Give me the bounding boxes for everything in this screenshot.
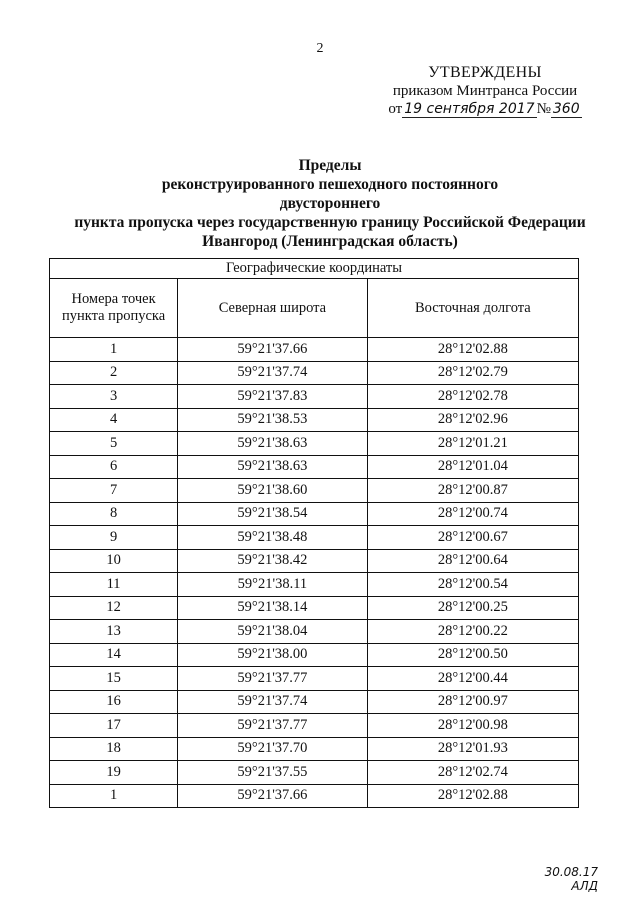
point-number-cell: 2 [50,361,178,385]
handwritten-date: 19 сентября 2017 [404,101,535,117]
header-cell-latitude: Северная широта [178,279,368,338]
longitude-cell: 28°12'01.93 [367,737,578,761]
longitude-cell: 28°12'02.88 [367,338,578,362]
point-number-cell: 19 [50,761,178,785]
date-prefix: от [388,101,403,117]
point-number-cell: 8 [50,502,178,526]
point-number-cell: 1 [50,784,178,808]
table-row [50,784,579,808]
point-number-cell: 14 [50,643,178,667]
table-row [50,455,579,479]
title-line: пункта пропуска через государственную границу Российской Федерации [74,214,586,231]
table-row [50,573,579,597]
longitude-cell: 28°12'02.96 [367,408,578,432]
point-number-cell: 11 [50,573,178,597]
group-header-cell: Географические координаты [50,259,579,279]
point-number-cell: 6 [50,455,178,479]
longitude-cell: 28°12'00.87 [367,479,578,503]
point-number-cell: 15 [50,667,178,691]
latitude-cell: 59°21'38.14 [178,596,368,620]
latitude-cell: 59°21'37.70 [178,737,368,761]
latitude-cell: 59°21'37.83 [178,385,368,409]
longitude-cell: 28°12'01.21 [367,432,578,456]
point-number-cell: 18 [50,737,178,761]
latitude-cell: 59°21'37.74 [178,690,368,714]
latitude-cell: 59°21'37.77 [178,714,368,738]
table-row [50,761,579,785]
title-line: реконструированного пешеходного постоянного [161,176,499,193]
table-row [50,432,579,456]
table-row [50,737,579,761]
table-row [50,667,579,691]
table-header-row [50,279,579,338]
point-number-cell: 10 [50,549,178,573]
longitude-cell: 28°12'00.50 [367,643,578,667]
page-number: 2 [316,41,324,56]
table-row [50,620,579,644]
latitude-cell: 59°21'38.63 [178,432,368,456]
latitude-cell: 59°21'38.60 [178,479,368,503]
point-number-cell: 17 [50,714,178,738]
point-number-cell: 4 [50,408,178,432]
latitude-cell: 59°21'37.55 [178,761,368,785]
latitude-cell: 59°21'38.48 [178,526,368,550]
approval-dateline [370,101,600,118]
table-row [50,479,579,503]
point-number-cell: 9 [50,526,178,550]
approval-block [370,64,600,118]
point-number-cell: 5 [50,432,178,456]
table-row [50,338,579,362]
table-row [50,596,579,620]
table-row [50,714,579,738]
table-row [50,361,579,385]
longitude-cell: 28°12'02.78 [367,385,578,409]
longitude-cell: 28°12'00.97 [367,690,578,714]
point-number-cell: 16 [50,690,178,714]
latitude-cell: 59°21'37.66 [178,338,368,362]
latitude-cell: 59°21'38.04 [178,620,368,644]
table-group-header-row [50,259,579,279]
table-row [50,408,579,432]
latitude-cell: 59°21'38.63 [178,455,368,479]
handwritten-number: 360 [552,101,580,117]
longitude-cell: 28°12'00.67 [367,526,578,550]
longitude-cell: 28°12'00.22 [367,620,578,644]
latitude-cell: 59°21'38.53 [178,408,368,432]
title-line: Ивангород (Ленинградская область) [202,233,458,250]
table-row [50,549,579,573]
latitude-cell: 59°21'37.77 [178,667,368,691]
table-row [50,690,579,714]
table-row [50,643,579,667]
latitude-cell: 59°21'38.42 [178,549,368,573]
handwritten-footnote [508,865,598,893]
header-cell-longitude: Восточная долгота [367,279,578,338]
footnote-date: 30.08.17 [544,865,598,879]
table-row [50,526,579,550]
longitude-cell: 28°12'00.64 [367,549,578,573]
latitude-cell: 59°21'37.66 [178,784,368,808]
table-row [50,385,579,409]
longitude-cell: 28°12'00.25 [367,596,578,620]
longitude-cell: 28°12'00.44 [367,667,578,691]
point-number-cell: 3 [50,385,178,409]
longitude-cell: 28°12'00.54 [367,573,578,597]
title-line: Пределы [298,157,362,174]
footnote-initials: АЛД [571,879,598,893]
number-prefix: № [536,101,551,117]
point-number-cell: 12 [50,596,178,620]
approval-title: УТВЕРЖДЕНЫ [428,64,542,81]
approval-subtitle: приказом Минтранса России [392,83,578,99]
point-number-cell: 13 [50,620,178,644]
longitude-cell: 28°12'02.79 [367,361,578,385]
point-number-cell: 7 [50,479,178,503]
table-row [50,502,579,526]
coordinates-table [49,258,579,808]
point-number-cell: 1 [50,338,178,362]
longitude-cell: 28°12'02.88 [367,784,578,808]
latitude-cell: 59°21'38.00 [178,643,368,667]
document-title [0,156,640,251]
title-line: двустороннего [279,195,381,212]
latitude-cell: 59°21'38.11 [178,573,368,597]
longitude-cell: 28°12'00.74 [367,502,578,526]
longitude-cell: 28°12'00.98 [367,714,578,738]
latitude-cell: 59°21'37.74 [178,361,368,385]
latitude-cell: 59°21'38.54 [178,502,368,526]
longitude-cell: 28°12'01.04 [367,455,578,479]
longitude-cell: 28°12'02.74 [367,761,578,785]
header-cell-point-number: Номера точек пункта пропуска [50,279,178,338]
